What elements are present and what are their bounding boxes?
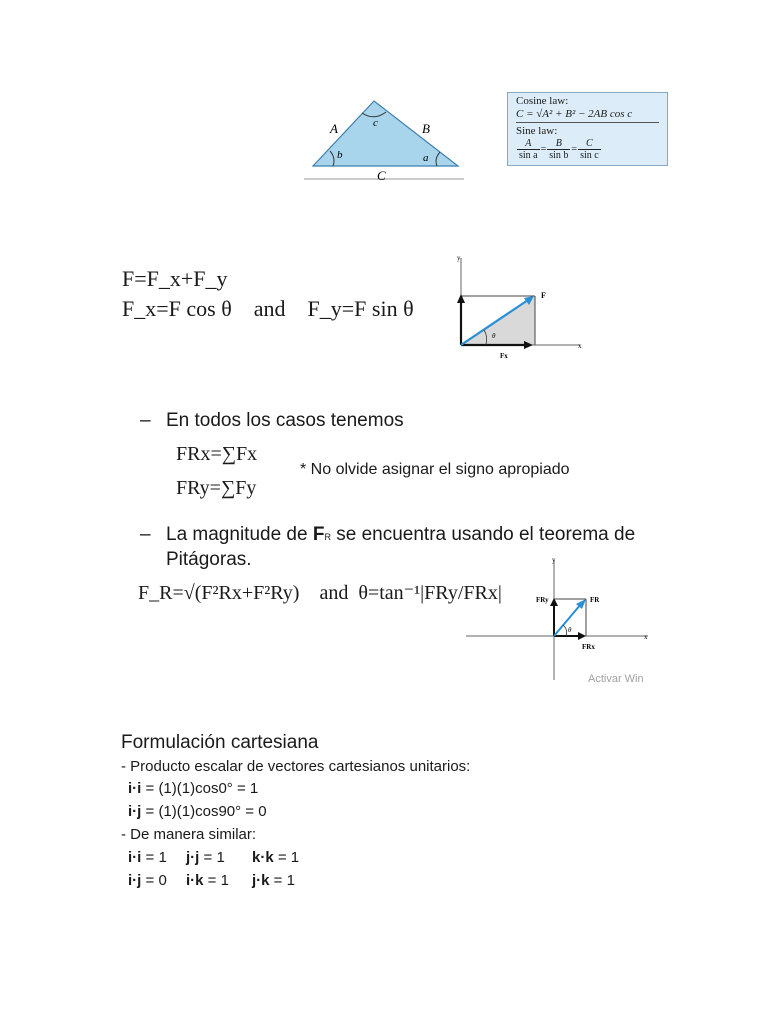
diagram1-y-label: y — [457, 254, 461, 262]
triangle-figure — [300, 96, 470, 182]
dot-product-row-2 — [128, 872, 295, 889]
magnitude-equation — [138, 580, 502, 605]
dot-product-item: i·j = 0 — [128, 872, 167, 889]
bullet-text-pitagoras: Pitágoras. — [166, 549, 252, 570]
cartesian-line-3 — [128, 803, 267, 820]
watermark-text: Activar Win — [588, 673, 644, 685]
sign-note: * No olvide asignar el signo apropiado — [300, 461, 570, 478]
fx-equation: F_x=F cos θ — [122, 296, 232, 321]
diagram2-FRy-label: FRy — [536, 596, 549, 604]
fry-sum-equation: FRy=∑Fy — [176, 477, 257, 499]
cosine-law-title: Cosine law: — [516, 95, 569, 107]
and-word: and — [319, 582, 349, 604]
sum-equations — [176, 437, 257, 505]
triangle-label-A: A — [330, 121, 338, 136]
force-sum-equation: F=F_x+F_y — [122, 266, 228, 291]
vector-diagram-2 — [462, 554, 662, 688]
dot-product-item: j·k = 1 — [252, 872, 295, 889]
triangle-label-B: B — [422, 121, 430, 136]
diagram2-FRx-label: FRx — [582, 643, 595, 651]
sine-frac-num: C — [578, 138, 601, 150]
cosine-law-formula: C = √A² + B² − 2AB cos c — [516, 108, 633, 120]
triangle-label-C: C — [377, 168, 386, 182]
sine-frac-den: sin a — [519, 150, 538, 161]
and-word: and — [253, 296, 286, 321]
diagram1-Fx-label: Fx — [500, 352, 508, 360]
bullet-dash: – — [140, 410, 151, 431]
fr-subscript: R — [324, 532, 331, 542]
sine-frac-num: A — [517, 138, 540, 150]
bullet-dash: – — [140, 524, 151, 545]
fr-magnitude-formula: F_R=√(F²Rx+F²Ry) — [138, 582, 300, 604]
sine-frac-den: sin c — [580, 150, 599, 161]
force-equations — [122, 264, 414, 324]
diagram1-x-label: x — [578, 342, 582, 350]
dot-product-value: = (1)(1)cos0° = 1 — [141, 780, 259, 797]
diagram1-theta-label: θ — [492, 332, 496, 340]
vector-diagram-1 — [448, 252, 588, 364]
law-box — [507, 92, 668, 166]
dot-product-value: = (1)(1)cos90° = 0 — [141, 803, 267, 820]
frx-sum-equation: FRx=∑Fx — [176, 443, 258, 465]
cartesian-line-1: - Producto escalar de vectores cartesianos unitarios: — [121, 758, 471, 775]
cartesian-line-4: - De manera similar: — [121, 826, 257, 843]
diagram2-y-label: y — [552, 556, 556, 564]
bullet-text-casos: En todos los casos tenemos — [166, 410, 404, 431]
cartesian-line-2 — [128, 780, 258, 797]
dot-product-bold: i·i — [128, 780, 142, 797]
dot-product-item: k·k = 1 — [252, 849, 300, 866]
force-components-equation — [122, 294, 414, 324]
sine-frac-den: sin b — [549, 150, 569, 161]
sine-frac-num: B — [547, 138, 570, 150]
triangle-angle-b: b — [337, 149, 343, 161]
fr-bold: F — [312, 524, 325, 545]
sine-law-formula: $\frac{A}{\text{sin a}}$ = $\frac{B}{\text{sin b}}$ = $\frac{C}{\text{sin c}}$ — [519, 138, 599, 161]
magnitude-text-a: La magnitude de — [166, 524, 313, 545]
triangle-angle-a: a — [423, 152, 429, 164]
magnitude-text-b: se encuentra usando el teorema de — [330, 524, 636, 545]
law-divider — [516, 122, 659, 123]
triangle-angle-c: c — [373, 117, 378, 129]
dot-product-row-1 — [128, 849, 299, 866]
bullet-text-magnitude — [166, 524, 635, 546]
diagram2-x-label: x — [644, 633, 648, 641]
cartesian-title: Formulación cartesiana — [121, 732, 319, 753]
diagram2-FR-label: FR — [590, 596, 600, 604]
theta-formula: θ=tan⁻¹|FRy/FRx| — [358, 582, 502, 604]
dot-product-item: j·j = 1 — [186, 849, 225, 866]
fy-equation: F_y=F sin θ — [307, 296, 414, 321]
dot-product-item: i·k = 1 — [186, 872, 229, 889]
dot-product-item: i·i = 1 — [128, 849, 167, 866]
diagram1-F-label: F — [541, 291, 546, 300]
sine-law-title: Sine law: — [516, 125, 558, 137]
diagram2-theta-label: θ — [568, 626, 572, 634]
dot-product-bold: i·j — [128, 803, 142, 820]
